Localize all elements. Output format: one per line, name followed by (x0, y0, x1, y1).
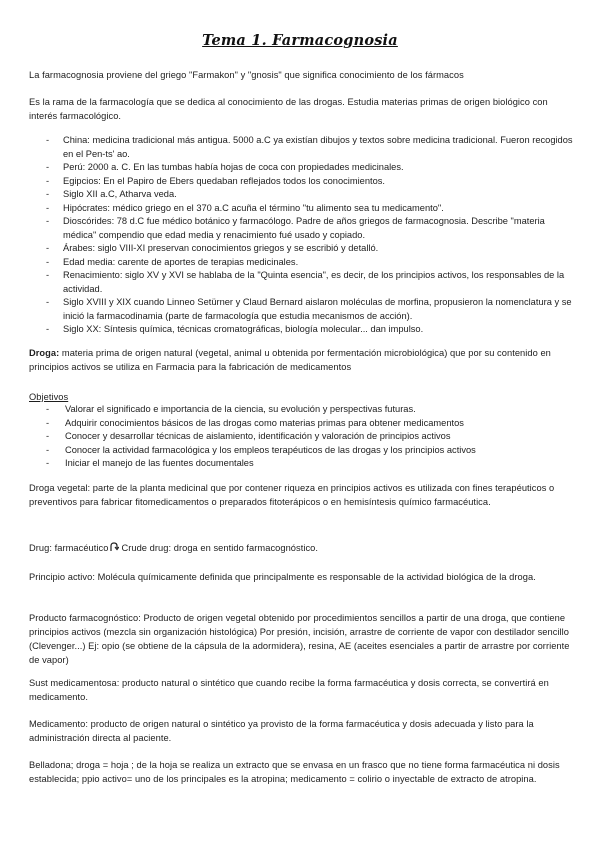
page-title: Tema 1. Farmacognosia (202, 32, 398, 49)
list-item: - Siglo XX: Síntesis química, técnicas cromatográficas, biología molecular... dan impulso. (46, 323, 576, 337)
list-item: - China: medicina tradicional más antigua. 5000 a.C ya existían dibujos y textos sobre medicina tradicional. Fueron recogidos en el Pen-ts' ao. (46, 134, 576, 161)
drug-text-2: Crude drug: droga en sentido farmacognóstico. (121, 543, 319, 553)
objetivos-list (46, 403, 576, 471)
list-item: - Siglo XII a.C, Atharva veda. (46, 188, 576, 202)
intro-paragraph-2: Es la rama de la farmacología que se dedica al conocimiento de las drogas. Estudia materias primas de origen biológico con interés farmacológico. (29, 97, 548, 121)
list-item: - Siglo XVIII y XIX cuando Linneo Setürner y Claud Bernard aislaron moléculas de morfina, propusieron la nomenclatura y se inició la farmacodinamia (parte de farmacología que estudia mecanismos de acción). (46, 296, 576, 323)
history-list (46, 134, 576, 337)
list-item: - Conocer y desarrollar técnicas de aislamiento, identificación y valoración de principios activos (46, 430, 576, 444)
list-item: - Edad media: carente de aportes de terapias medicinales. (46, 256, 576, 270)
droga-vegetal-paragraph: Droga vegetal: parte de la planta medicinal que por contener riqueza en principios activos es utilizada con fines terapéuticos o preventivos para fabricar fitomedicamentos o preparados fitoterápicos o en hemisíntesis químico farmacéutica. (29, 483, 555, 507)
intro-paragraph-1: La farmacognosia proviene del griego "Farmakon" y "gnosis" que significa conocimiento de los fármacos (29, 70, 464, 80)
droga-definition (29, 346, 574, 374)
list-item: - Hipócrates: médico griego en el 370 a.C acuña el término "tu alimento sea tu medicamento". (46, 202, 576, 216)
list-item: - Árabes: siglo VIII-XI preservan conocimientos griegos y se escribió y detalló. (46, 242, 576, 256)
curved-arrow-icon (109, 542, 119, 552)
list-item: - Adquirir conocimientos básicos de las drogas como materias primas para obtener medicamentos (46, 417, 576, 431)
list-item: - Valorar el significado e importancia de la ciencia, su evolución y perspectivas futuras. (46, 403, 576, 417)
list-item: - Iniciar el manejo de las fuentes documentales (46, 457, 576, 471)
droga-term: Droga: (29, 348, 60, 358)
sust-medicamentosa-paragraph: Sust medicamentosa: producto natural o sintético que cuando recibe la forma farmacéutica y dosis correcta, se convertirá en medicamento. (29, 678, 549, 702)
list-item: - Dioscórides: 78 d.C fue médico botánico y farmacólogo. Padre de años griegos de farmacognosia. Describe "materia médica" compendio que edad media y renacimiento fué usado y copiado. (46, 215, 576, 242)
medicamento-paragraph: Medicamento: producto de origen natural o sintético ya provisto de la forma farmacéutica y dosis adecuada y listo para la administración directa al paciente. (29, 719, 534, 743)
objetivos-heading: Objetivos (29, 392, 69, 402)
drug-paragraph (29, 541, 574, 555)
list-item: - Renacimiento: siglo XV y XVI se hablaba de la "Quinta esencia", es decir, de los principios activos, los responsables de la actividad. (46, 269, 576, 296)
drug-text-1: Drug: farmacéutico (29, 543, 109, 553)
belladona-paragraph: Belladona; droga = hoja ; de la hoja se realiza un extracto que se envasa en un frasco que no tiene forma farmacéutica ni dosis establecida; ppio activo= uno de los principales es la atropina; medicamento = colirio o inyectable de extracto de atropina. (29, 760, 560, 784)
principio-activo-paragraph: Principio activo: Molécula químicamente definida que principalmente es responsable de la actividad biológica de la droga. (29, 572, 536, 582)
list-item: - Perú: 2000 a. C. En las tumbas había hojas de coca con propiedades medicinales. (46, 161, 576, 175)
producto-farmacognostico-paragraph: Producto farmacognóstico: Producto de origen vegetal obtenido por procedimientos sencillos a partir de una droga, que contiene principios activos (mezcla sin organización histológica) Por presión, incisión, arrastre de corriente de vapor con destilador sencillo (Clevenger...) Ej: opio (se obtiene de la cápsula de la adormidera), resina, AE (aceites esenciales a partir de arrastre por corriente de vapor) (29, 613, 570, 665)
droga-text: materia prima de origen natural (vegetal, animal u obtenida por fermentación microbiológica) que por su contenido en principios activos se utiliza en Farmacia para la fabricación de medicamentos (29, 348, 551, 372)
list-item: - Conocer la actividad farmacológica y los empleos terapéuticos de las drogas y los principios activos (46, 444, 576, 458)
list-item: - Egipcios: En el Papiro de Ebers quedaban reflejados todos los conocimientos. (46, 175, 576, 189)
